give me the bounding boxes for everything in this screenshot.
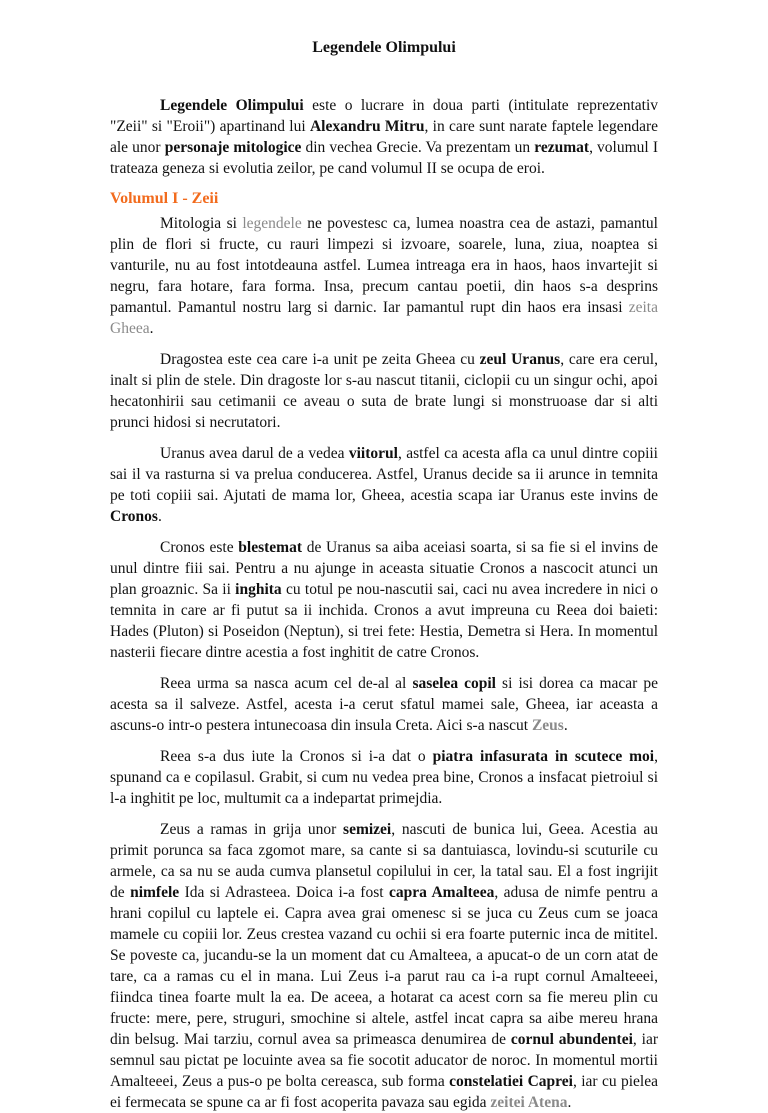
text-run: , adusa de nimfe pentru a hrani copilul cu laptele ei. Capra avea grai omenesc si se juca cu Zeus cum se joaca mamele cu copiii lor. Zeus crestea vazand cu ochii si era foarte puternic inca de mititel. Se poveste ca, jucandu-se la un moment dat cu Amalteea, a apucat-o de un corn atat de tare, ca a ramas cu el in mana. Lui Zeus i-a parut rau ca i-a rupt cornul Amalteeei, fiindca tinea foarte mult la ea. De aceea, a hotarat ca acest corn sa fie mereu plin cu fructe: mere, pere, struguri, smochine si altele, astfel incat capra sa aibe mereu hrana din belsug. Mai tarziu, cornul avea sa primeasca denumirea de — [110, 884, 658, 1048]
text-run: . — [567, 1094, 572, 1111]
text-run: Reea s-a dus iute la Cronos si i-a dat o — [160, 748, 433, 765]
text-run: cu totul pe nou-nascutii sai, caci nu avea incredere in nici o temnita in care ar fi putut sa ii inchida. Cronos a avut impreuna cu Reea doi baieti: Hades (Pluton) si Poseidon (Neptun), si trei fete: Hestia, Demetra si Hera. In momentul nasterii fiecare dintre acestia a fost inghitit de catre Cronos. — [110, 581, 658, 661]
text-run: Reea urma sa nasca acum cel de-al al — [160, 675, 413, 692]
text-run: , iar semnul sau pictat pe locuinte avea sa fie socotit aducator de noroc. In momentul mortii Amalteeei, Zeus a pus-o pe bolta cereasca, sub forma — [110, 1031, 658, 1090]
bold-term: constelatiei Caprei — [449, 1073, 573, 1090]
paragraph-swaddled-stone — [110, 746, 658, 809]
text-run: Cronos este — [160, 539, 239, 556]
paragraph-uranus-gheea — [110, 349, 658, 433]
paragraph-cronos-curse — [110, 537, 658, 663]
paragraph-reea-sixth-child — [110, 673, 658, 736]
bold-term: Legendele Olimpului — [160, 97, 304, 114]
text-run: . — [157, 508, 162, 525]
paragraph-uranus-prophecy — [110, 443, 658, 527]
text-run: ne povestesc ca, lumea noastra cea de astazi, pamantul plin de flori si fructe, cu rauri limpezi si izvoare, soarele, luna, ziua, noaptea si vanturile, nu au fost intotdeauna astfel. Lumea intreaga era in haos, haos invartejit si negru, fara hotare, fara forma. Insa, precum cantau poetii, din haos s-a desprins pamantul. Pamantul nostru larg si darnic. Iar pamantul rupt din haos era insasi — [110, 215, 658, 316]
text-run: Zeus a ramas in grija unor — [160, 821, 344, 838]
text-run: , astfel ca acesta afla ca unul dintre copiii sai il va rasturna si va prelua conducerea. Astfel, Uranus decide sa ii arunce in temnita pe toti copiii sai. Ajutati de mama lor, Gheea, acestia scapa iar Uranus este invins de — [110, 445, 658, 504]
text-run: din vechea Grecie. Va prezentam un — [301, 139, 535, 156]
bold-term: semizei — [343, 821, 392, 838]
text-run: , nascuti de bunica lui, Geea. Acestia au primit porunca sa faca zgomot mare, sa cante si sa dantuiasca, lovindu-si scuturile cu armele, ca sa nu se auda cumva plansetul copilului in cer, la tatal sau. El a fost ingrijit de — [110, 821, 659, 901]
text-run: de Uranus sa aiba aceiasi soarta, si sa fie si el invins de unul dintre fiii sai. Pentru a nu ajunge in aceasta situatie Cronos a nascocit atunci un plan groaznic. Sa ii — [110, 539, 658, 598]
bold-term: saselea copil — [412, 675, 496, 692]
legendele-link[interactable]: legendele — [242, 215, 302, 232]
text-run: , in care sunt narate faptele legendare ale unor — [110, 118, 659, 156]
bold-term: piatra infasurata in scutece moi — [432, 748, 655, 765]
text-run: , iar cu pielea ei fermecata se spune ca ar fi fost acoperita pavaza sau egida — [110, 1073, 658, 1111]
text-run: , care era cerul, inalt si plin de stele. Din dragoste lor s-au nascut titanii, ciclopii cu un singur ochi, apoi hecatonhirii sau cetimanii ce aveau o suta de brate lungi si monstruoase dar si alti prunci hidosi si necrutatori. — [110, 351, 658, 431]
zeita-gheea-link[interactable]: zeita Gheea — [110, 299, 658, 337]
section-heading: Volumul I - Zeii — [110, 190, 219, 207]
bold-term: inghita — [235, 581, 282, 598]
paragraph-origins — [110, 213, 658, 339]
bold-term: viitorul — [348, 445, 398, 462]
bold-term: cornul abundentei — [510, 1031, 633, 1048]
page-title: Legendele Olimpului — [312, 39, 456, 56]
zeitei-atena-link[interactable]: zeitei Atena — [490, 1094, 568, 1111]
bold-term: Alexandru Mitru — [309, 118, 425, 135]
text-run: Ida si Adrasteea. Doica i-a fost — [179, 884, 390, 901]
text-run: este o lucrare in doua parti (intitulate reprezentativ "Zeii" si "Eroii") apartinand lui — [110, 97, 659, 135]
text-run: . — [149, 320, 154, 337]
bold-term: capra Amalteea — [389, 884, 495, 901]
bold-term: rezumat — [534, 139, 590, 156]
paragraph-zeus-childhood — [110, 819, 658, 1113]
text-run: . — [563, 717, 568, 734]
bold-term: nimfele — [130, 884, 180, 901]
text-run: si isi dorea ca macar pe acesta sa il salveze. Astfel, acesta i-a cerut sfatul mamei sale, Gheea, iar aceasta a ascuns-o intr-o pestera intunecoasa din insula Creta. Aici s-a nascut — [110, 675, 659, 734]
text-run: , spunand ca e copilasul. Grabit, si cum nu vedea prea bine, Cronos a insfacat pietroiul si l-a inghitit pe loc, multumit ca a indepartat primejdia. — [110, 748, 658, 807]
text-run: Dragostea este cea care i-a unit pe zeita Gheea cu — [160, 351, 480, 368]
intro-paragraph — [110, 95, 658, 179]
text-run: Mitologia si — [160, 215, 243, 232]
text-run: Uranus avea darul de a vedea — [160, 445, 349, 462]
zeus-link[interactable]: Zeus — [531, 717, 564, 734]
bold-term: Cronos — [110, 508, 158, 525]
bold-term: zeul Uranus — [479, 351, 561, 368]
bold-term: blestemat — [238, 539, 302, 556]
text-run: , volumul I trateaza geneza si evolutia zeilor, pe cand volumul II se ocupa de eroi. — [110, 139, 658, 177]
bold-term: personaje mitologice — [164, 139, 302, 156]
